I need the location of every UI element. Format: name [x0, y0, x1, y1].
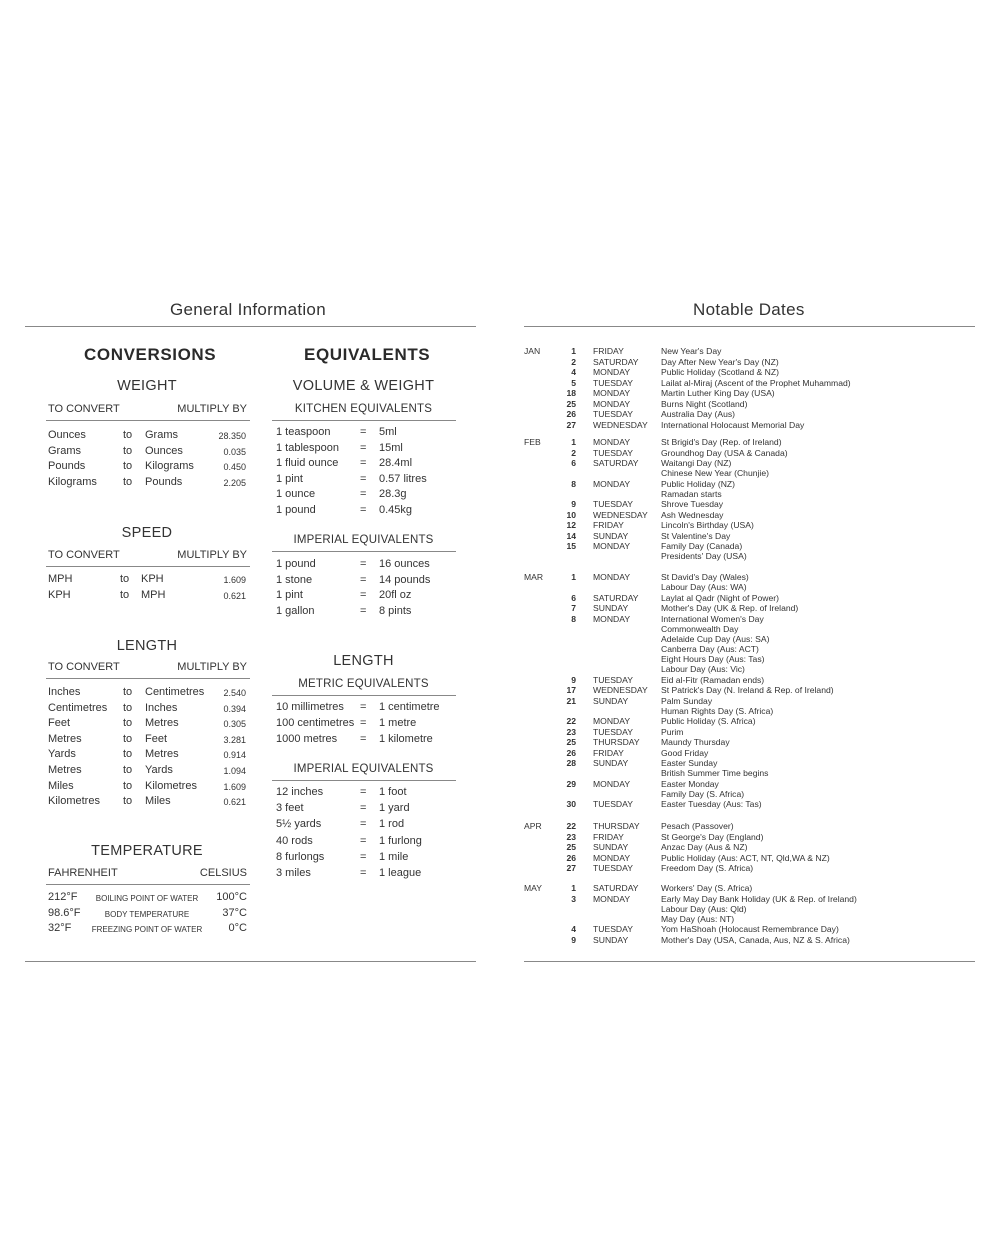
day-number: 29 [566, 778, 576, 789]
divider [524, 326, 975, 327]
weekday: MONDAY [593, 367, 631, 377]
day-number: 2 [571, 447, 576, 458]
divider [46, 678, 250, 679]
equivalent-amount: 5½ yards [276, 818, 322, 831]
day-number: 15 [566, 541, 576, 552]
event-name: Easter Sunday [661, 758, 718, 769]
day-number: 22 [566, 716, 576, 727]
event-name: St Valentine's Day [661, 530, 731, 541]
equals-sign: = [360, 504, 367, 516]
temperature-label: BODY TEMPERATURE [104, 909, 190, 919]
equals-sign: = [360, 604, 367, 617]
event-name: St David's Day (Wales) [661, 572, 749, 582]
temperature-title: TEMPERATURE [91, 843, 203, 859]
event-name: Anzac Day (Aus & NZ) [661, 842, 748, 852]
day-number: 1 [571, 437, 576, 447]
equals-sign: = [360, 441, 367, 454]
weekday: SATURDAY [593, 883, 639, 893]
event-name: Maundy Thursday [661, 737, 730, 748]
weekday: TUESDAY [593, 377, 633, 388]
equivalent-value: 1 furlong [379, 834, 422, 847]
weekday: TUESDAY [593, 726, 633, 737]
event-name: Freedom Day (S. Africa) [661, 863, 754, 873]
equivalent-value: 14 pounds [379, 573, 431, 586]
conversion-to: to [123, 779, 133, 792]
equivalent-value: 1 metre [379, 716, 417, 729]
equivalent-amount: 40 rods [276, 834, 313, 847]
equivalent-amount: 3 miles [276, 867, 311, 879]
weekday: MONDAY [593, 716, 631, 727]
equivalent-value: 1 foot [379, 786, 407, 798]
event-name: Early May Day Bank Holiday (UK & Rep. of Ireland) [661, 893, 857, 904]
conversion-unit: Pounds [145, 475, 183, 488]
conversion-from: Metres [48, 764, 82, 776]
equivalent-amount: 1 pint [276, 589, 303, 602]
conversion-factor: 0.305 [223, 719, 246, 730]
weekday: FRIDAY [593, 346, 624, 356]
weekday: TUESDAY [593, 674, 633, 685]
length-equivalents-title: LENGTH [333, 653, 394, 669]
temperature-fahrenheit: 32°F [48, 922, 72, 934]
day-number: 6 [571, 592, 576, 603]
day-number: 25 [566, 737, 576, 748]
event-name: Public Holiday (Scotland & NZ) [661, 367, 779, 377]
weight-title: WEIGHT [117, 378, 177, 394]
conversion-to: to [123, 429, 133, 441]
equivalent-value: 0.45kg [379, 504, 413, 516]
equivalent-amount: 10 millimetres [276, 701, 344, 713]
equivalent-value: 1 kilometre [379, 732, 433, 745]
weekday: TUESDAY [593, 863, 633, 873]
weekday: TUESDAY [593, 924, 633, 935]
conversion-to: to [123, 686, 133, 698]
event-name: Easter Tuesday (Aus: Tas) [661, 799, 762, 810]
divider [524, 961, 975, 962]
weekday: MONDAY [593, 437, 631, 447]
equivalent-value: 1 rod [379, 818, 405, 831]
weekday: SATURDAY [593, 356, 639, 367]
day-number: 4 [571, 367, 576, 377]
conversion-unit: Grams [145, 429, 178, 441]
day-number: 2 [571, 356, 576, 367]
equals-sign: = [360, 786, 367, 798]
equivalent-amount: 1 pound [276, 504, 316, 516]
day-number: 10 [566, 509, 576, 520]
equals-sign: = [360, 457, 367, 470]
equals-sign: = [360, 850, 367, 863]
equivalent-value: 28.3g [379, 488, 407, 501]
divider [272, 695, 456, 696]
equivalent-value: 1 centimetre [379, 701, 440, 713]
weekday: MONDAY [593, 388, 631, 398]
page-title-general-information: General Information [170, 300, 326, 319]
divider [46, 884, 250, 885]
day-number: 1 [571, 572, 576, 582]
weekday: FRIDAY [593, 520, 624, 531]
event-name: Family Day (S. Africa) [661, 788, 745, 799]
conversion-unit: Metres [145, 748, 179, 761]
equivalent-amount: 1000 metres [276, 732, 338, 745]
conversion-factor: 1.609 [223, 781, 246, 792]
conversion-from: Metres [48, 732, 82, 745]
conversion-to: to [123, 475, 133, 488]
event-name: Day After New Year's Day (NZ) [661, 356, 779, 367]
weekday: MONDAY [593, 541, 631, 552]
event-name: Public Holiday (Aus: ACT, NT, Qld,WA & NZ) [661, 852, 830, 863]
equals-sign: = [360, 488, 367, 501]
event-name: May Day (Aus: NT) [661, 913, 735, 924]
conversion-from: Kilograms [48, 475, 97, 488]
equivalent-value: 15ml [379, 441, 403, 454]
day-number: 18 [566, 388, 576, 398]
conversion-factor: 0.914 [223, 750, 246, 761]
conversion-factor: 0.394 [223, 703, 246, 714]
weekday: SUNDAY [593, 695, 629, 706]
equivalent-amount: 1 tablespoon [276, 441, 339, 454]
event-name: Public Holiday (S. Africa) [661, 716, 756, 727]
equivalent-value: 1 mile [379, 850, 409, 863]
event-name: Australia Day (Aus) [661, 409, 736, 419]
equals-sign: = [360, 732, 367, 745]
weekday: SUNDAY [593, 842, 629, 852]
temperature-label: BOILING POINT OF WATER [95, 894, 199, 903]
weight-col-right: MULTIPLY BY [177, 403, 247, 415]
event-name: Groundhog Day (USA & Canada) [661, 447, 788, 458]
day-number: 8 [571, 613, 576, 624]
event-name: Purim [661, 726, 684, 737]
temperature-celsius: 100°C [216, 891, 247, 903]
weekday: SATURDAY [593, 458, 639, 468]
weekday: SUNDAY [593, 934, 629, 945]
divider [25, 961, 476, 962]
conversion-factor: 0.621 [223, 591, 246, 601]
equivalent-amount: 1 pound [276, 558, 316, 570]
conversion-factor: 0.035 [223, 446, 246, 457]
equivalent-amount: 8 furlongs [276, 850, 325, 863]
conversion-from: Pounds [48, 460, 86, 473]
event-name: Chinese New Year (Chunjie) [661, 468, 769, 479]
equals-sign: = [360, 426, 367, 438]
conversion-from: Ounces [48, 429, 86, 441]
metric-title: METRIC EQUIVALENTS [298, 678, 429, 690]
equals-sign: = [360, 818, 367, 831]
page-title-notable-dates: Notable Dates [693, 300, 805, 319]
event-name: Labour Day (Aus: Vic) [661, 664, 745, 675]
weekday: SUNDAY [593, 530, 629, 541]
day-number: 27 [566, 419, 576, 430]
event-name: Pesach (Passover) [661, 821, 734, 831]
event-name: St Patrick's Day (N. Ireland & Rep. of Ireland) [661, 685, 834, 696]
equals-sign: = [360, 701, 367, 713]
conversion-to: to [123, 732, 133, 745]
imperial_length-title: IMPERIAL EQUIVALENTS [293, 763, 434, 775]
conversion-unit: KPH [141, 573, 164, 585]
event-name: Easter Monday [661, 778, 719, 789]
event-name: Labour Day (Aus: Qld) [661, 903, 747, 914]
event-name: St Brigid's Day (Rep. of Ireland) [661, 437, 782, 447]
event-name: Palm Sunday [661, 695, 713, 706]
temperature-celsius: 37°C [222, 906, 247, 919]
day-number: 23 [566, 726, 576, 737]
conversion-factor: 0.450 [223, 462, 246, 473]
equivalent-value: 5ml [379, 426, 397, 438]
event-name: Ramadan starts [661, 488, 722, 499]
day-number: 21 [566, 695, 576, 706]
day-number: 12 [566, 520, 576, 531]
month-label: MAR [524, 572, 544, 582]
weekday: TUESDAY [593, 799, 633, 810]
event-name: Martin Luther King Day (USA) [661, 388, 775, 398]
conversion-to: to [123, 701, 133, 714]
event-name: Ash Wednesday [661, 509, 724, 520]
conversion-unit: Yards [145, 764, 173, 776]
day-number: 26 [566, 409, 576, 419]
conversion-to: to [123, 764, 133, 776]
event-name: Workers' Day (S. Africa) [661, 883, 753, 893]
divider [25, 326, 476, 327]
event-name: Labour Day (Aus: WA) [661, 582, 747, 593]
equals-sign: = [360, 558, 367, 570]
conversion-unit: Kilometres [145, 779, 197, 792]
weekday: TUESDAY [593, 499, 633, 510]
event-name: Mother's Day (UK & Rep. of Ireland) [661, 603, 799, 614]
conversion-to: to [120, 573, 130, 585]
temperature-col-right: CELSIUS [199, 867, 247, 879]
conversion-to: to [123, 460, 133, 473]
conversion-from: KPH [48, 589, 71, 601]
conversion-unit: Ounces [145, 444, 183, 457]
event-name: Waitangi Day (NZ) [661, 458, 732, 468]
conversion-to: to [123, 717, 133, 730]
day-number: 17 [566, 685, 576, 696]
volume-weight-title: VOLUME & WEIGHT [292, 378, 435, 394]
divider [272, 780, 456, 781]
equivalent-amount: 1 ounce [276, 488, 316, 501]
equivalent-amount: 1 gallon [276, 604, 315, 617]
weekday: SUNDAY [593, 758, 629, 769]
conversion-factor: 2.540 [223, 688, 246, 698]
day-number: 9 [571, 934, 576, 945]
equivalent-amount: 1 teaspoon [276, 426, 331, 438]
length-col-left: TO CONVERT [48, 661, 120, 673]
day-number: 28 [566, 758, 576, 769]
event-name: Eid al-Fitr (Ramadan ends) [661, 674, 765, 685]
weekday: TUESDAY [593, 409, 633, 419]
day-number: 23 [566, 831, 576, 842]
month-label: JAN [524, 346, 541, 356]
day-number: 25 [566, 842, 576, 852]
weekday: WEDNESDAY [593, 685, 648, 696]
event-name: Commonwealth Day [661, 623, 739, 634]
equivalent-value: 1 league [379, 867, 422, 879]
weekday: MONDAY [593, 893, 631, 904]
day-number: 26 [566, 747, 576, 758]
event-name: Public Holiday (NZ) [661, 478, 736, 489]
speed-col-left: TO CONVERT [48, 549, 120, 561]
day-number: 8 [571, 478, 576, 489]
day-number: 9 [571, 499, 576, 510]
length-col-right: MULTIPLY BY [177, 661, 247, 673]
equals-sign: = [360, 867, 367, 879]
conversion-from: Inches [48, 686, 81, 698]
day-number: 26 [566, 852, 576, 863]
day-number: 5 [571, 377, 576, 388]
event-name: Canberra Day (Aus: ACT) [661, 643, 759, 654]
day-number: 7 [571, 603, 576, 614]
equals-sign: = [360, 472, 367, 485]
event-name: Laylat al Qadr (Night of Power) [661, 592, 779, 603]
temperature-col-left: FAHRENHEIT [48, 867, 118, 879]
day-number: 1 [571, 883, 576, 893]
conversions-heading: CONVERSIONS [84, 345, 217, 364]
equivalent-value: 28.4ml [379, 457, 413, 470]
equivalent-value: 20fl oz [379, 589, 412, 602]
month-label: APR [524, 821, 542, 831]
event-name: Yom HaShoah (Holocaust Remembrance Day) [661, 924, 839, 935]
event-name: Burns Night (Scotland) [661, 398, 748, 409]
equivalent-amount: 1 fluid ounce [276, 457, 339, 470]
equals-sign: = [360, 834, 367, 847]
length-title: LENGTH [116, 638, 178, 654]
weekday: WEDNESDAY [593, 509, 648, 520]
equals-sign: = [360, 589, 367, 602]
month-label: MAY [524, 883, 542, 893]
temperature-celsius: 0°C [228, 922, 247, 934]
conversion-unit: Kilograms [145, 460, 194, 473]
weekday: SUNDAY [593, 603, 629, 614]
equivalent-value: 16 ounces [379, 558, 430, 570]
weekday: TUESDAY [593, 447, 633, 458]
equivalent-value: 1 yard [379, 802, 410, 815]
equals-sign: = [360, 573, 367, 586]
event-name: Human Rights Day (S. Africa) [661, 705, 774, 716]
equals-sign: = [360, 802, 367, 815]
conversion-unit: Miles [145, 795, 171, 808]
conversion-unit: Centimetres [145, 686, 205, 698]
event-name: International Holocaust Memorial Day [661, 419, 805, 430]
event-name: Shrove Tuesday [661, 499, 724, 510]
conversion-factor: 1.609 [223, 575, 246, 585]
equivalent-value: 0.57 litres [379, 472, 427, 485]
speed-title: SPEED [121, 525, 173, 541]
conversion-factor: 28.350 [218, 431, 246, 441]
equivalent-amount: 3 feet [276, 802, 304, 815]
weight-col-left: TO CONVERT [48, 403, 120, 415]
divider [46, 420, 250, 421]
conversion-to: to [120, 589, 130, 601]
temperature-label: FREEZING POINT OF WATER [91, 925, 203, 934]
event-name: Lailat al-Miraj (Ascent of the Prophet Muhammad) [661, 377, 851, 388]
weekday: FRIDAY [593, 747, 624, 758]
day-number: 25 [566, 398, 576, 409]
weekday: MONDAY [593, 478, 631, 489]
day-number: 30 [566, 799, 576, 810]
conversion-factor: 1.094 [223, 766, 246, 776]
event-name: Family Day (Canada) [661, 541, 743, 552]
day-number: 3 [571, 893, 576, 904]
conversion-from: Grams [48, 444, 81, 457]
conversion-unit: Metres [145, 717, 179, 730]
month-label: FEB [524, 437, 541, 447]
divider [272, 551, 456, 552]
conversion-from: Yards [48, 748, 76, 761]
weekday: FRIDAY [593, 831, 624, 842]
conversion-from: MPH [48, 573, 73, 585]
day-number: 6 [571, 458, 576, 468]
conversion-factor: 3.281 [223, 734, 246, 745]
conversion-from: Miles [48, 779, 74, 792]
divider [46, 566, 250, 567]
equivalent-amount: 12 inches [276, 786, 324, 798]
day-number: 27 [566, 863, 576, 873]
event-name: British Summer Time begins [661, 768, 769, 779]
equivalent-amount: 100 centimetres [276, 716, 355, 729]
event-name: Good Friday [661, 747, 709, 758]
divider [272, 420, 456, 421]
conversion-unit: Feet [145, 732, 168, 745]
equivalent-value: 8 pints [379, 604, 412, 617]
conversion-unit: MPH [141, 589, 166, 601]
day-number: 14 [566, 530, 576, 541]
conversion-factor: 2.205 [223, 477, 246, 488]
equivalent-amount: 1 stone [276, 573, 313, 586]
event-name: Lincoln's Birthday (USA) [661, 520, 754, 531]
weekday: WEDNESDAY [593, 419, 648, 430]
conversion-from: Centimetres [48, 701, 108, 714]
equivalent-amount: 1 pint [276, 472, 303, 485]
kitchen-title: KITCHEN EQUIVALENTS [294, 403, 433, 415]
conversion-to: to [123, 444, 133, 457]
conversion-factor: 0.621 [223, 797, 246, 808]
speed-col-right: MULTIPLY BY [177, 549, 247, 561]
weekday: THURSDAY [593, 821, 640, 831]
weekday: MONDAY [593, 852, 631, 863]
day-number: 1 [571, 346, 576, 356]
equals-sign: = [360, 716, 367, 729]
day-number: 22 [566, 821, 576, 831]
weekday: MONDAY [593, 778, 631, 789]
event-name: New Year's Day [661, 346, 722, 356]
event-name: Eight Hours Day (Aus: Tas) [661, 654, 765, 664]
day-number: 4 [571, 924, 576, 935]
event-name: Adelaide Cup Day (Aus: SA) [661, 633, 770, 644]
day-number: 9 [571, 674, 576, 685]
weekday: MONDAY [593, 613, 631, 624]
event-name: Presidents' Day (USA) [661, 551, 747, 562]
weekday: MONDAY [593, 398, 631, 409]
conversion-to: to [123, 795, 133, 808]
equivalents-heading: EQUIVALENTS [304, 345, 431, 364]
weekday: SATURDAY [593, 592, 639, 603]
weekday: THURSDAY [593, 737, 640, 748]
event-name: Mother's Day (USA, Canada, Aus, NZ & S. Africa) [661, 934, 850, 945]
conversion-from: Kilometres [48, 795, 100, 808]
event-name: St George's Day (England) [661, 831, 764, 842]
temperature-fahrenheit: 212°F [48, 891, 78, 903]
imperial_weight-title: IMPERIAL EQUIVALENTS [293, 534, 434, 546]
conversion-from: Feet [48, 717, 71, 730]
temperature-fahrenheit: 98.6°F [48, 906, 81, 919]
conversion-unit: Inches [145, 701, 178, 714]
event-name: International Women's Day [661, 613, 764, 624]
weekday: MONDAY [593, 572, 631, 582]
conversion-to: to [123, 748, 133, 761]
